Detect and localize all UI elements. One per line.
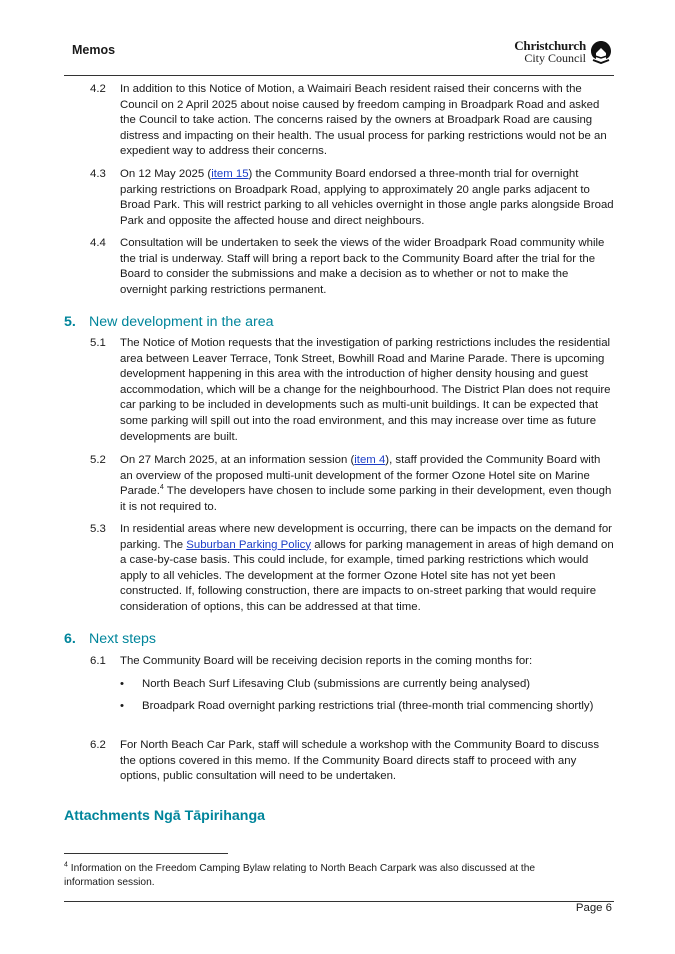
header-section-label: Memos — [72, 43, 116, 57]
attachments-heading: Attachments Ngā Tāpirihanga — [64, 808, 266, 824]
paragraph-6-1 — [90, 654, 620, 672]
bullet-text: Broadpark Road overnight parking restrictions trial (three-month trial commencing shortly) — [142, 700, 594, 712]
text-segment: ), staff provided the Community Board with an overview of the proposed multi-unit development of the former Ozone Hotel site on Marine Parade. — [120, 454, 601, 498]
text-segment: In residential areas where new development is occurring, there can be impacts on the demand for parking. The — [120, 523, 612, 551]
logo-line-2: City Council — [524, 51, 586, 65]
heading-title: Next steps — [89, 631, 157, 647]
section-5-heading — [64, 314, 274, 330]
footnote-text: Information on the Freedom Camping Bylaw relating to North Beach Carpark was also discussed at the information session. — [64, 863, 536, 888]
paragraph-4-4 — [90, 236, 620, 300]
paragraph-number: 5.1 — [90, 337, 106, 349]
paragraph-number: 5.3 — [90, 523, 106, 535]
footnote-divider — [64, 853, 228, 854]
logo-line-1: Christchurch — [514, 38, 586, 53]
paragraph-4-2 — [90, 82, 620, 162]
page-header — [64, 40, 612, 76]
paragraph-number: 6.1 — [90, 655, 106, 667]
footnote-number: 4 — [64, 861, 68, 869]
text-segment: On 12 May 2025 ( — [120, 168, 212, 180]
suburban-parking-policy-link[interactable]: Suburban Parking Policy — [186, 538, 312, 551]
item-4-link[interactable]: item 4 — [354, 454, 386, 466]
footnote-ref: 4 — [159, 484, 164, 492]
heading-title: New development in the area — [89, 314, 274, 330]
logo-text — [514, 40, 586, 64]
bullet-icon: • — [120, 678, 124, 690]
paragraph-text — [120, 522, 615, 616]
paragraph-number: 4.4 — [90, 237, 106, 249]
text-segment: The developers have chosen to include some parking in their development, even though it is not required to. — [120, 485, 612, 513]
paragraph-text: The Notice of Motion requests that the investigation of parking restrictions includes the residential area between Leaver Terrace, Tonk Street, Bowhill Road and Marine Parade. There is upcoming development happening in this area with the introduction of higher density housing and guest accommodation, which will be a change for the neighbourhood. The District Plan does not require car parking to be included in developments such as multi-unit buildings. It can be expected that some parking will spill out into the road environment, and this may increase over time as future developments are built. — [120, 337, 611, 443]
paragraph-5-3 — [90, 522, 620, 618]
paragraph-6-2 — [90, 738, 620, 786]
paragraph-5-2 — [90, 453, 620, 517]
paragraph-text: The Community Board will be receiving decision reports in the coming months for: — [120, 655, 533, 667]
item-15-link[interactable]: item 15 — [211, 168, 249, 180]
paragraph-text: For North Beach Car Park, staff will schedule a workshop with the Community Board to discuss the options covered in this memo. If the Community Board directs staff to proceed with any options, public consultation will need to be undertaken. — [120, 739, 600, 783]
paragraph-number: 5.2 — [90, 454, 106, 466]
heading-number: 5. — [64, 314, 76, 330]
paragraph-number: 4.2 — [90, 83, 106, 95]
paragraph-4-3 — [90, 167, 620, 231]
bullet-text: North Beach Surf Lifesaving Club (submissions are currently being analysed) — [142, 678, 531, 690]
text-segment: allows for parking management in areas of high demand on a case-by-case basis. This could include, for example, timed parking restrictions which would apply to all vehicles. The development at the former Ozone Hotel site has not yet been constructed. If, following construction, there are impacts to on-street parking that would require consideration of options, this can be addressed at that time. — [120, 538, 614, 613]
page-number: Page 6 — [575, 902, 612, 914]
paragraph-text — [120, 453, 615, 515]
bullet-icon: • — [120, 700, 124, 712]
paragraph-text — [120, 167, 615, 229]
section-6-heading — [64, 631, 156, 647]
paragraph-text: Consultation will be undertaken to seek the views of the wider Broadpark Road community while the trial is underway. Staff will bring a report back to the Community Board after the trial for the Board to consider the submissions and make a decision as to whether or not to make the overnight parking restrictions permanent. — [120, 237, 605, 296]
text-segment: On 27 March 2025, at an information session ( — [120, 454, 355, 466]
text-segment: ) the Community Board endorsed a three-month trial for overnight parking restrictions on Broadpark Road, applying to approximately 20 angle parks adjacent to Broad Park. This will restrict parking to all vehicles overnight in those angle parks alongside Broad Park and opposite the affected house and direct neighbours. — [120, 168, 614, 227]
paragraph-5-1 — [90, 336, 620, 446]
christchurch-logo — [514, 40, 612, 64]
paragraph-number: 6.2 — [90, 739, 106, 751]
header-divider — [64, 75, 614, 76]
paragraph-text: In addition to this Notice of Motion, a Waimairi Beach resident raised their concerns with the Council on 2 April 2025 about noise caused by freedom camping in Broadpark Road and asked the Council to take action. The concerns raised by the owners at Broadpark Road are causing distress and impacting on their health. The usual process for parking restrictions would not be an expedient way to address their concerns. — [120, 83, 607, 158]
cathedral-logo-icon — [590, 40, 612, 64]
heading-number: 6. — [64, 631, 76, 647]
footer-divider — [64, 901, 614, 902]
paragraph-number: 4.3 — [90, 168, 106, 180]
footnote — [64, 862, 584, 890]
